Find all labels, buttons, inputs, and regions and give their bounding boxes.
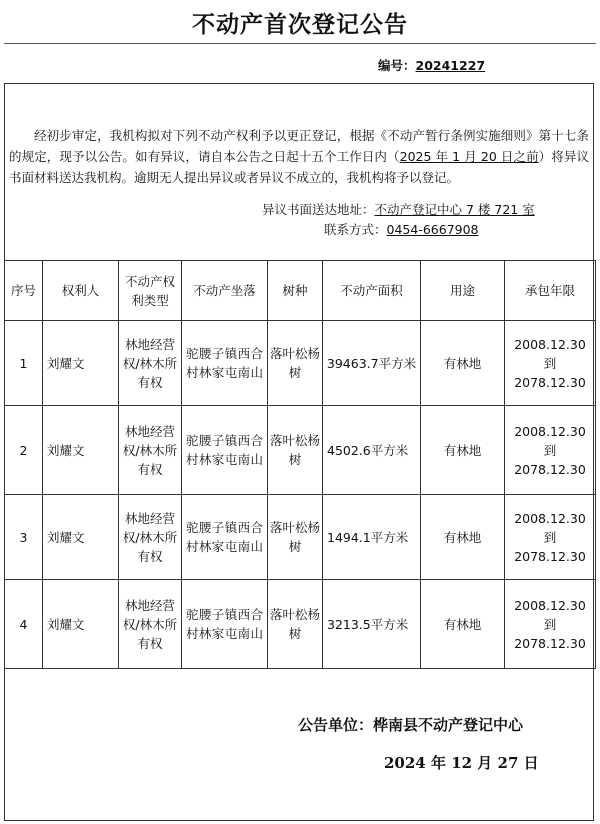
term-end: 2078.12.30 [514,374,586,390]
term-to: 到 [543,355,557,371]
term-to: 到 [543,442,557,458]
cell-seq: 4 [5,580,43,669]
cell-right-type: 林地经营权/林木所有权 [119,321,182,406]
cell-term [505,321,596,406]
cell-term [505,406,596,495]
header-location: 不动产坐落 [182,261,268,321]
cell-usage: 有林地 [421,580,505,669]
intro-text-2: ）将异议书面材料送达我机构。逾期无人提出异议或者异议不成立的，我机构将予以登记。 [9,149,589,185]
cell-right-type: 林地经营权/林木所有权 [119,580,182,669]
cell-term [505,495,596,580]
cell-area: 4502.6平方米 [323,406,421,495]
cell-seq: 1 [5,321,43,406]
cell-holder: 刘耀文 [43,321,119,406]
term-start: 2008.12.30 [514,510,586,526]
cell-location: 驼腰子镇西合村林家屯南山 [182,580,268,669]
header-usage: 用途 [421,261,505,321]
announcing-unit: 公告单位：桦南县不动产登记中心 [298,716,524,734]
cell-species: 落叶松杨树 [268,495,323,580]
page-title: 不动产首次登记公告 [192,11,408,38]
header-term: 承包年限 [505,261,596,321]
cell-location: 驼腰子镇西合村林家屯南山 [182,495,268,580]
cell-species: 落叶松杨树 [268,580,323,669]
table-row [5,580,596,669]
cell-right-type: 林地经营权/林木所有权 [119,495,182,580]
term-end: 2078.12.30 [514,548,586,564]
cell-term [505,580,596,669]
cell-holder: 刘耀文 [43,406,119,495]
serial-value: 20241227 [415,58,486,73]
cell-usage: 有林地 [421,321,505,406]
term-to: 到 [543,529,557,545]
header-species: 树种 [268,261,323,321]
table-row [5,495,596,580]
cell-right-type: 林地经营权/林木所有权 [119,406,182,495]
header-holder: 权利人 [43,261,119,321]
cell-location: 驼腰子镇西合村林家屯南山 [182,406,268,495]
contact-label: 联系方式： [324,222,387,237]
address-value: 不动产登记中心 7 楼 721 室 [374,202,535,217]
cell-area: 1494.1平方米 [323,495,421,580]
serial-number [378,56,485,74]
term-start: 2008.12.30 [514,336,586,352]
table-row [5,406,596,495]
term-end: 2078.12.30 [514,461,586,477]
cell-area: 3213.5平方米 [323,580,421,669]
cell-usage: 有林地 [421,495,505,580]
table-header-row [5,261,596,321]
objection-address [262,200,535,220]
cell-seq: 3 [5,495,43,580]
header-seq: 序号 [5,261,43,321]
term-end: 2078.12.30 [514,635,586,651]
address-label: 异议书面送达地址： [262,202,375,217]
header-area: 不动产面积 [323,261,421,321]
table-row [5,321,596,406]
cell-seq: 2 [5,406,43,495]
title-divider [4,43,596,44]
cell-species: 落叶松杨树 [268,406,323,495]
cell-location: 驼腰子镇西合村林家屯南山 [182,321,268,406]
cell-area: 39463.7平方米 [323,321,421,406]
objection-contact [324,220,479,240]
cell-species: 落叶松杨树 [268,321,323,406]
intro-paragraph [9,125,589,188]
header-right-type: 不动产权利类型 [119,261,182,321]
cell-usage: 有林地 [421,406,505,495]
cell-holder: 刘耀文 [43,580,119,669]
term-start: 2008.12.30 [514,597,586,613]
announcement-date: 2024 年 12 月 27 日 [384,754,539,772]
contact-value: 0454-6667908 [386,222,479,237]
term-to: 到 [543,616,557,632]
serial-label: 编号： [378,58,416,73]
term-start: 2008.12.30 [514,423,586,439]
cell-holder: 刘耀文 [43,495,119,580]
objection-deadline: 2025 年 1 月 20 日之前 [399,149,539,164]
registration-table [4,260,596,669]
intro-text-1: 经初步审定，我机构拟对下列不动产权利予以更正登记，根据《不动产暂行条例实施细则》第十七条的规定，现予以公告。如有异议，请自本公告之日起十五个工作日内（ [9,128,589,164]
